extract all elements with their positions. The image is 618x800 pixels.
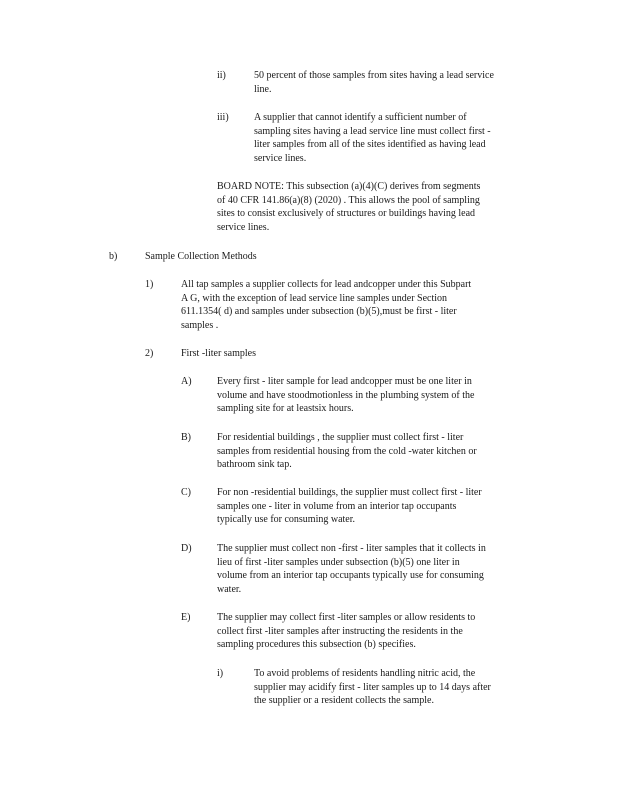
text-line: For residential buildings , the supplier must collect first - liter xyxy=(217,432,464,443)
text-line: service lines. xyxy=(254,153,307,165)
item-label: D) xyxy=(181,543,192,554)
board-note-text xyxy=(217,180,537,235)
text-line: The supplier may collect first -liter samples or allow residents to xyxy=(217,612,476,623)
text-line: sites to consist exclusively of structures or buildings having lead xyxy=(217,208,476,220)
text-line: For non -residential buildings, the supplier must collect first - liter xyxy=(217,487,482,498)
text-line: All tap samples a supplier collects for lead andcopper under this Subpart xyxy=(181,279,472,290)
text-line: 611.1354( d) and samples under subsection (b)(5),must be first - liter xyxy=(181,306,457,318)
text-line: of 40 CFR 141.86(a)(8) (2020) . This allows the pool of sampling xyxy=(217,194,480,206)
text-line: Every first - liter sample for lead andcopper must be one liter in xyxy=(217,376,472,387)
text-line: volume and have stoodmotionless in the plumbing system of the xyxy=(217,389,475,401)
text-line: sampling procedures this subsection (b) specifies. xyxy=(217,639,416,651)
item-label: 2) xyxy=(145,348,154,359)
text-line: lieu of first -liter samples under subsection (b)(5) one liter in xyxy=(217,556,460,568)
text-line: samples . xyxy=(181,320,219,332)
text-line: A supplier that cannot identify a sufficient number of xyxy=(254,112,467,123)
text-line: collect first -liter samples after instructing the residents in the xyxy=(217,625,463,637)
text-line: BOARD NOTE: This subsection (a)(4)(C) derives from segments xyxy=(217,181,481,192)
item-label: C) xyxy=(181,487,191,498)
item-label: iii) xyxy=(217,112,229,123)
text-line: service lines. xyxy=(217,222,270,234)
text-line: the supplier or a resident collects the sample. xyxy=(254,695,434,707)
text-line: sampling sites having a lead service line must collect first - xyxy=(254,125,491,137)
text-line: sampling site for at leastsix hours. xyxy=(217,403,354,415)
item-label: B) xyxy=(181,432,191,443)
text-line: liter samples from all of the sites identified as having lead xyxy=(254,139,486,151)
text-line: samples from residential housing from the cold -water kitchen or xyxy=(217,445,477,457)
item-label: 1) xyxy=(145,279,154,290)
text-line: 50 percent of those samples from sites having a lead service xyxy=(254,70,494,81)
text-line: bathroom sink tap. xyxy=(217,459,292,471)
item-text xyxy=(217,431,537,472)
text-line: line. xyxy=(254,83,272,95)
section-label: b) xyxy=(109,251,118,262)
item-label: i) xyxy=(217,668,224,679)
item-text xyxy=(217,542,537,597)
text-line: The supplier must collect non -first - liter samples that it collects in xyxy=(217,543,486,554)
item-label: A) xyxy=(181,376,192,387)
text-line: To avoid problems of residents handling nitric acid, the xyxy=(254,668,476,679)
item-text xyxy=(181,278,529,333)
text-line: supplier may acidify first - liter samples up to 14 days after xyxy=(254,681,491,693)
text-line: typically use for consuming water. xyxy=(217,514,356,526)
text-line: A G, with the exception of lead service line samples under Section xyxy=(181,292,448,304)
item-text xyxy=(217,486,537,527)
text-line: samples one - liter in volume from an interior tap occupants xyxy=(217,500,457,512)
item-text xyxy=(254,111,537,166)
text-line: water. xyxy=(217,584,242,596)
item-text xyxy=(217,611,537,652)
item-label: ii) xyxy=(217,70,226,81)
item-text xyxy=(217,375,537,416)
item-heading: First -liter samples xyxy=(181,348,256,359)
text-line: volume from an interior tap occupants typically use for consuming xyxy=(217,570,484,582)
item-text xyxy=(254,69,537,96)
section-heading: Sample Collection Methods xyxy=(145,251,257,262)
item-text xyxy=(254,667,537,708)
item-label: E) xyxy=(181,612,191,623)
